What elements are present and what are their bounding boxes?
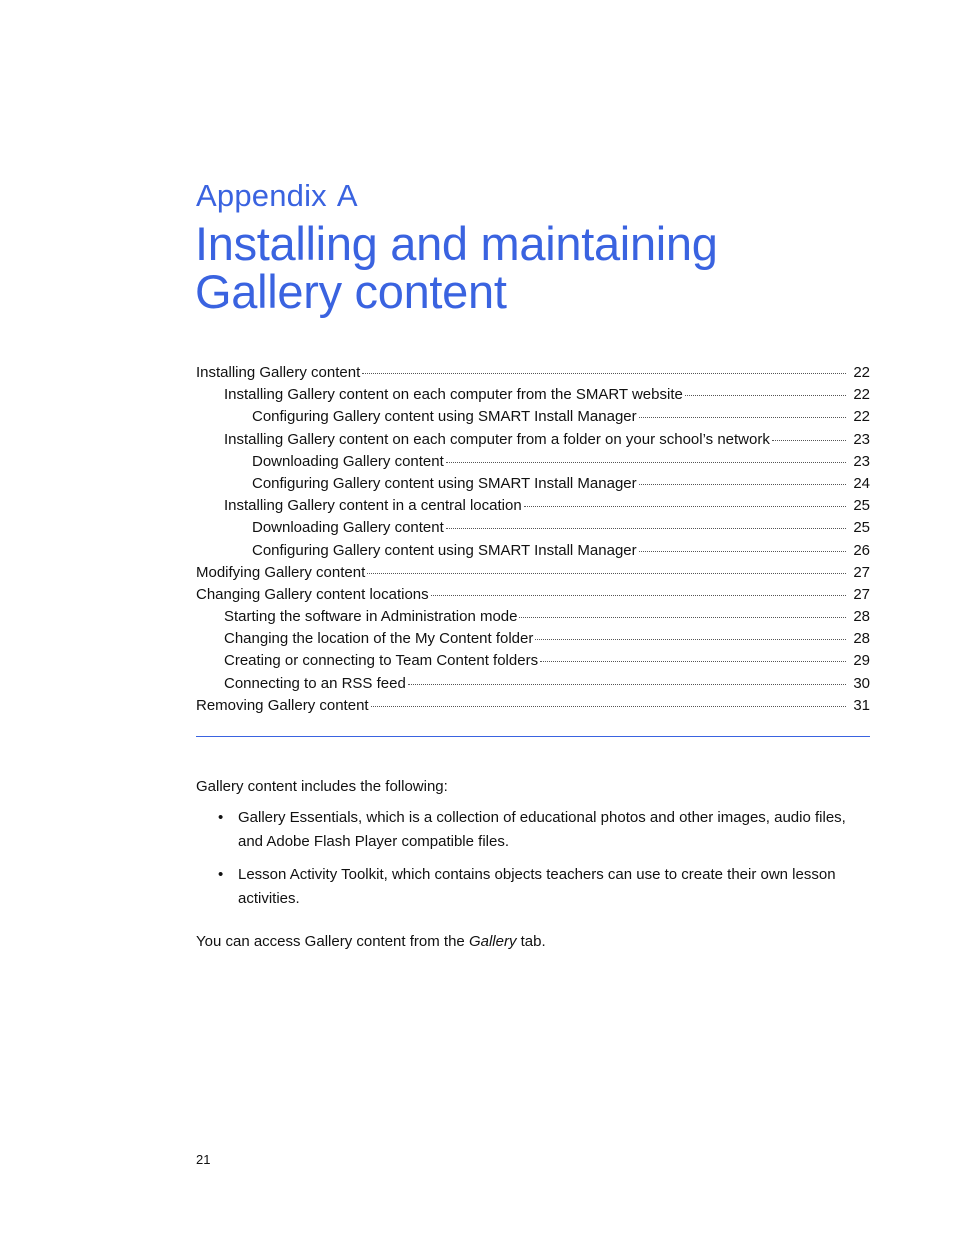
- toc-dot-leader: [535, 639, 846, 640]
- toc-entry-page: 28: [853, 608, 870, 626]
- toc-entry-title: Changing the location of the My Content folder: [224, 630, 534, 648]
- toc-entry-page: 26: [853, 541, 870, 559]
- toc-dot-leader: [519, 617, 846, 618]
- toc-dot-leader: [367, 573, 846, 574]
- bullet-text: Gallery Essentials, which is a collection of educational photos and other images, audio files, and Adobe Flash Player compatible files.: [238, 809, 846, 850]
- toc-entry[interactable]: [196, 451, 870, 473]
- divider-rule: [196, 736, 870, 737]
- toc-dot-leader: [772, 440, 846, 441]
- toc-entry-title: Removing Gallery content: [196, 696, 369, 714]
- toc-dot-leader: [431, 595, 846, 596]
- toc-entry[interactable]: [196, 606, 870, 628]
- toc-entry-title: Downloading Gallery content: [252, 519, 444, 537]
- toc-entry-title: Installing Gallery content on each computer from the SMART website: [224, 386, 683, 404]
- bullet-list: [196, 806, 870, 920]
- toc-dot-leader: [685, 395, 846, 396]
- toc-entry[interactable]: [196, 562, 870, 584]
- toc-entry-title: Configuring Gallery content using SMART Install Manager: [252, 474, 637, 492]
- toc-entry[interactable]: [196, 429, 870, 451]
- toc-entry[interactable]: [196, 362, 870, 384]
- toc-dot-leader: [639, 551, 846, 552]
- toc-entry-page: 29: [853, 652, 870, 670]
- toc-entry[interactable]: [196, 673, 870, 695]
- list-item: [196, 806, 870, 853]
- toc-dot-leader: [408, 684, 846, 685]
- toc-entry[interactable]: [196, 584, 870, 606]
- toc-entry-page: 31: [853, 696, 870, 714]
- toc-entry-title: Installing Gallery content in a central location: [224, 497, 522, 515]
- appendix-word: Appendix: [196, 178, 327, 213]
- toc-entry-title: Connecting to an RSS feed: [224, 674, 406, 692]
- toc-dot-leader: [639, 417, 846, 418]
- toc-entry-page: 23: [853, 452, 870, 470]
- toc-entry-page: 24: [853, 474, 870, 492]
- access-paragraph: [196, 930, 870, 953]
- toc-entry[interactable]: [196, 495, 870, 517]
- toc-entry-page: 27: [853, 585, 870, 603]
- appendix-label: [196, 178, 358, 214]
- bullet-icon: •: [218, 809, 224, 826]
- toc-entry-title: Creating or connecting to Team Content folders: [224, 652, 539, 670]
- toc-entry-title: Configuring Gallery content using SMART Install Manager: [252, 408, 637, 426]
- toc-entry-page: 23: [853, 430, 870, 448]
- toc-entry[interactable]: [196, 517, 870, 539]
- toc-entry-page: 22: [853, 386, 870, 404]
- gallery-tab-name: Gallery: [468, 933, 517, 950]
- toc-entry-title: Starting the software in Administration mode: [224, 608, 518, 626]
- toc-dot-leader: [446, 528, 846, 529]
- toc-dot-leader: [639, 484, 846, 485]
- chapter-title-line-2: Gallery content: [195, 265, 507, 318]
- toc-dot-leader: [371, 706, 846, 707]
- toc-entry-title: Downloading Gallery content: [252, 452, 444, 470]
- list-item: [196, 863, 870, 910]
- table-of-contents: [196, 362, 870, 717]
- page-number: 21: [196, 1152, 211, 1167]
- toc-entry-page: 28: [853, 630, 870, 648]
- intro-paragraph: Gallery content includes the following:: [196, 778, 448, 795]
- toc-entry-title: Configuring Gallery content using SMART Install Manager: [252, 541, 637, 559]
- toc-entry-page: 22: [853, 408, 870, 426]
- bullet-icon: •: [218, 866, 224, 883]
- toc-entry-title: Installing Gallery content on each computer from a folder on your school’s network: [224, 430, 770, 448]
- toc-entry-page: 25: [853, 519, 870, 537]
- toc-entry-page: 25: [853, 497, 870, 515]
- toc-entry[interactable]: [196, 695, 870, 717]
- toc-entry[interactable]: [196, 406, 870, 428]
- toc-entry[interactable]: [196, 384, 870, 406]
- toc-entry-page: 22: [853, 364, 870, 381]
- toc-entry-title: Installing Gallery content: [196, 364, 361, 381]
- toc-dot-leader: [362, 373, 846, 374]
- toc-dot-leader: [540, 661, 846, 662]
- access-text-after: tab.: [516, 933, 546, 950]
- toc-dot-leader: [524, 506, 846, 507]
- toc-entry-title: Changing Gallery content locations: [196, 585, 429, 603]
- access-text-before: You can access Gallery content from the: [196, 933, 469, 950]
- toc-entry[interactable]: [196, 540, 870, 562]
- toc-entry-page: 27: [853, 563, 870, 581]
- bullet-text: Lesson Activity Toolkit, which contains objects teachers can use to create their own lesson activities.: [238, 866, 836, 907]
- chapter-title-line-1: Installing and maintaining: [195, 217, 718, 270]
- toc-entry[interactable]: [196, 628, 870, 650]
- toc-entry[interactable]: [196, 473, 870, 495]
- toc-dot-leader: [446, 462, 846, 463]
- toc-entry-page: 30: [853, 674, 870, 692]
- appendix-letter: A: [336, 178, 358, 213]
- toc-entry-title: Modifying Gallery content: [196, 563, 366, 581]
- chapter-title: [195, 217, 875, 318]
- toc-entry[interactable]: [196, 650, 870, 672]
